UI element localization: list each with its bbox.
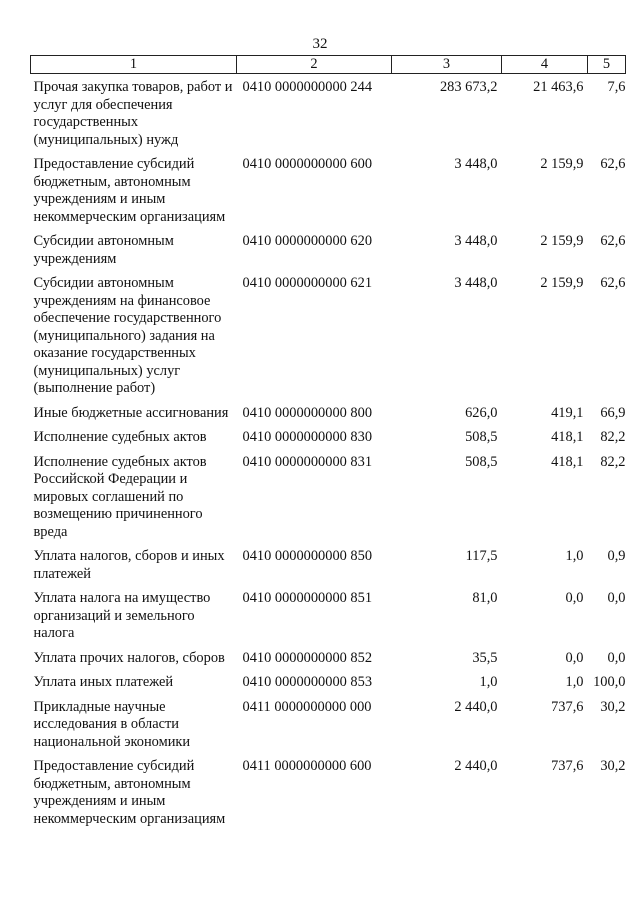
row-code: 0410 0000000000 621 xyxy=(242,275,373,291)
row-value-4: 2 159,9 xyxy=(540,275,584,291)
row-value-4: 21 463,6 xyxy=(533,79,584,95)
row-value-4: 418,1 xyxy=(551,429,584,445)
row-code: 0410 0000000000 800 xyxy=(242,404,373,421)
row-code: 0411 0000000000 000 xyxy=(242,698,372,715)
budget-table xyxy=(30,55,626,835)
row-value-5: 62,6 xyxy=(600,156,626,172)
row-code: 0410 0000000000 850 xyxy=(242,548,373,564)
row-value-4: 418,1 xyxy=(551,453,584,470)
row-value-5: 100,0 xyxy=(593,674,626,690)
header-col-1: 1 xyxy=(31,56,237,74)
row-value-3: 3 448,0 xyxy=(454,233,498,249)
row-name: Уплата прочих налогов, сборов xyxy=(33,649,225,666)
row-value-5: 0,0 xyxy=(607,590,626,606)
row-value-4: 2 159,9 xyxy=(540,233,584,249)
page-number: 32 xyxy=(312,36,328,52)
row-name: Исполнение судебных актов xyxy=(33,429,207,445)
row-value-4: 1,0 xyxy=(565,674,584,690)
row-value-4: 2 159,9 xyxy=(540,156,584,172)
row-code: 0410 0000000000 620 xyxy=(242,233,373,249)
row-value-5: 0,9 xyxy=(607,548,626,564)
table-row xyxy=(31,429,626,454)
row-code: 0410 0000000000 244 xyxy=(242,79,373,95)
table-row xyxy=(31,699,626,759)
row-value-4: 737,6 xyxy=(551,698,584,715)
row-value-3: 3 448,0 xyxy=(454,275,498,291)
row-code: 0410 0000000000 853 xyxy=(242,674,373,690)
row-value-4: 419,1 xyxy=(551,404,584,421)
row-code: 0410 0000000000 851 xyxy=(242,590,373,606)
table-row xyxy=(31,758,626,835)
row-value-4: 1,0 xyxy=(565,548,584,564)
row-value-5: 66,9 xyxy=(600,404,626,421)
row-value-4: 0,0 xyxy=(565,590,584,606)
row-name: Предоставление субсидий бюджетным, автономным учреждениям и иным некоммерческим организациям xyxy=(33,156,226,225)
row-name: Субсидии автономным учреждениям на финансовое обеспечение государственного (муниципального) задания на оказание государственных (муниципальных) услуг (выполнение работ) xyxy=(33,275,222,396)
header-row xyxy=(31,56,626,74)
row-name: Уплата иных платежей xyxy=(33,674,174,690)
table-row xyxy=(31,548,626,590)
row-code: 0410 0000000000 831 xyxy=(242,453,373,470)
row-value-5: 0,0 xyxy=(607,649,626,666)
table-row xyxy=(31,674,626,699)
table-row xyxy=(31,156,626,233)
row-value-5: 62,6 xyxy=(600,233,626,249)
row-name: Уплата налогов, сборов и иных платежей xyxy=(33,548,225,582)
row-name: Субсидии автономным учреждениям xyxy=(33,233,174,267)
header-col-2: 2 xyxy=(237,56,392,74)
row-code: 0411 0000000000 600 xyxy=(242,758,372,774)
row-name: Исполнение судебных актов Российской Федерации и мировых соглашений по возмещению причиненного вреда xyxy=(33,453,207,540)
row-value-3: 626,0 xyxy=(465,404,498,421)
row-code: 0410 0000000000 600 xyxy=(242,156,373,172)
row-value-4: 737,6 xyxy=(551,758,584,774)
row-name: Уплата налога на имущество организаций и земельного налога xyxy=(33,590,211,641)
row-value-3: 81,0 xyxy=(472,590,498,606)
row-name: Иные бюджетные ассигнования xyxy=(33,404,229,421)
row-value-3: 2 440,0 xyxy=(454,698,498,715)
table-row xyxy=(31,233,626,275)
header-col-3: 3 xyxy=(392,56,502,74)
table-row xyxy=(31,590,626,650)
row-value-5: 30,2 xyxy=(600,758,626,774)
table-row xyxy=(31,74,626,157)
header-col-5: 5 xyxy=(588,56,626,74)
row-value-3: 2 440,0 xyxy=(454,758,498,774)
row-value-3: 117,5 xyxy=(465,548,498,564)
table-row xyxy=(31,650,626,675)
table-row xyxy=(31,454,626,549)
row-value-5: 62,6 xyxy=(600,275,626,291)
row-value-3: 508,5 xyxy=(465,429,498,445)
row-value-4: 0,0 xyxy=(565,649,584,666)
row-code: 0410 0000000000 830 xyxy=(242,429,373,445)
row-name: Прикладные научные исследования в области национальной экономики xyxy=(33,698,191,750)
row-value-3: 1,0 xyxy=(479,674,498,690)
row-value-5: 82,2 xyxy=(600,453,626,470)
row-name: Прочая закупка товаров, работ и услуг для обеспечения государственных (муниципальных) нужд xyxy=(33,79,233,148)
row-value-3: 508,5 xyxy=(465,453,498,470)
table-row xyxy=(31,405,626,430)
table-header xyxy=(31,56,626,74)
row-value-3: 283 673,2 xyxy=(439,79,498,95)
row-value-5: 30,2 xyxy=(600,698,626,715)
row-code: 0410 0000000000 852 xyxy=(242,649,373,666)
row-value-5: 7,6 xyxy=(607,79,626,95)
header-col-4: 4 xyxy=(502,56,588,74)
row-value-5: 82,2 xyxy=(600,429,626,445)
table-row xyxy=(31,275,626,405)
row-value-3: 35,5 xyxy=(472,649,498,666)
row-value-3: 3 448,0 xyxy=(454,156,498,172)
table-body xyxy=(31,74,626,836)
row-name: Предоставление субсидий бюджетным, автономным учреждениям и иным некоммерческим организациям xyxy=(33,758,226,827)
